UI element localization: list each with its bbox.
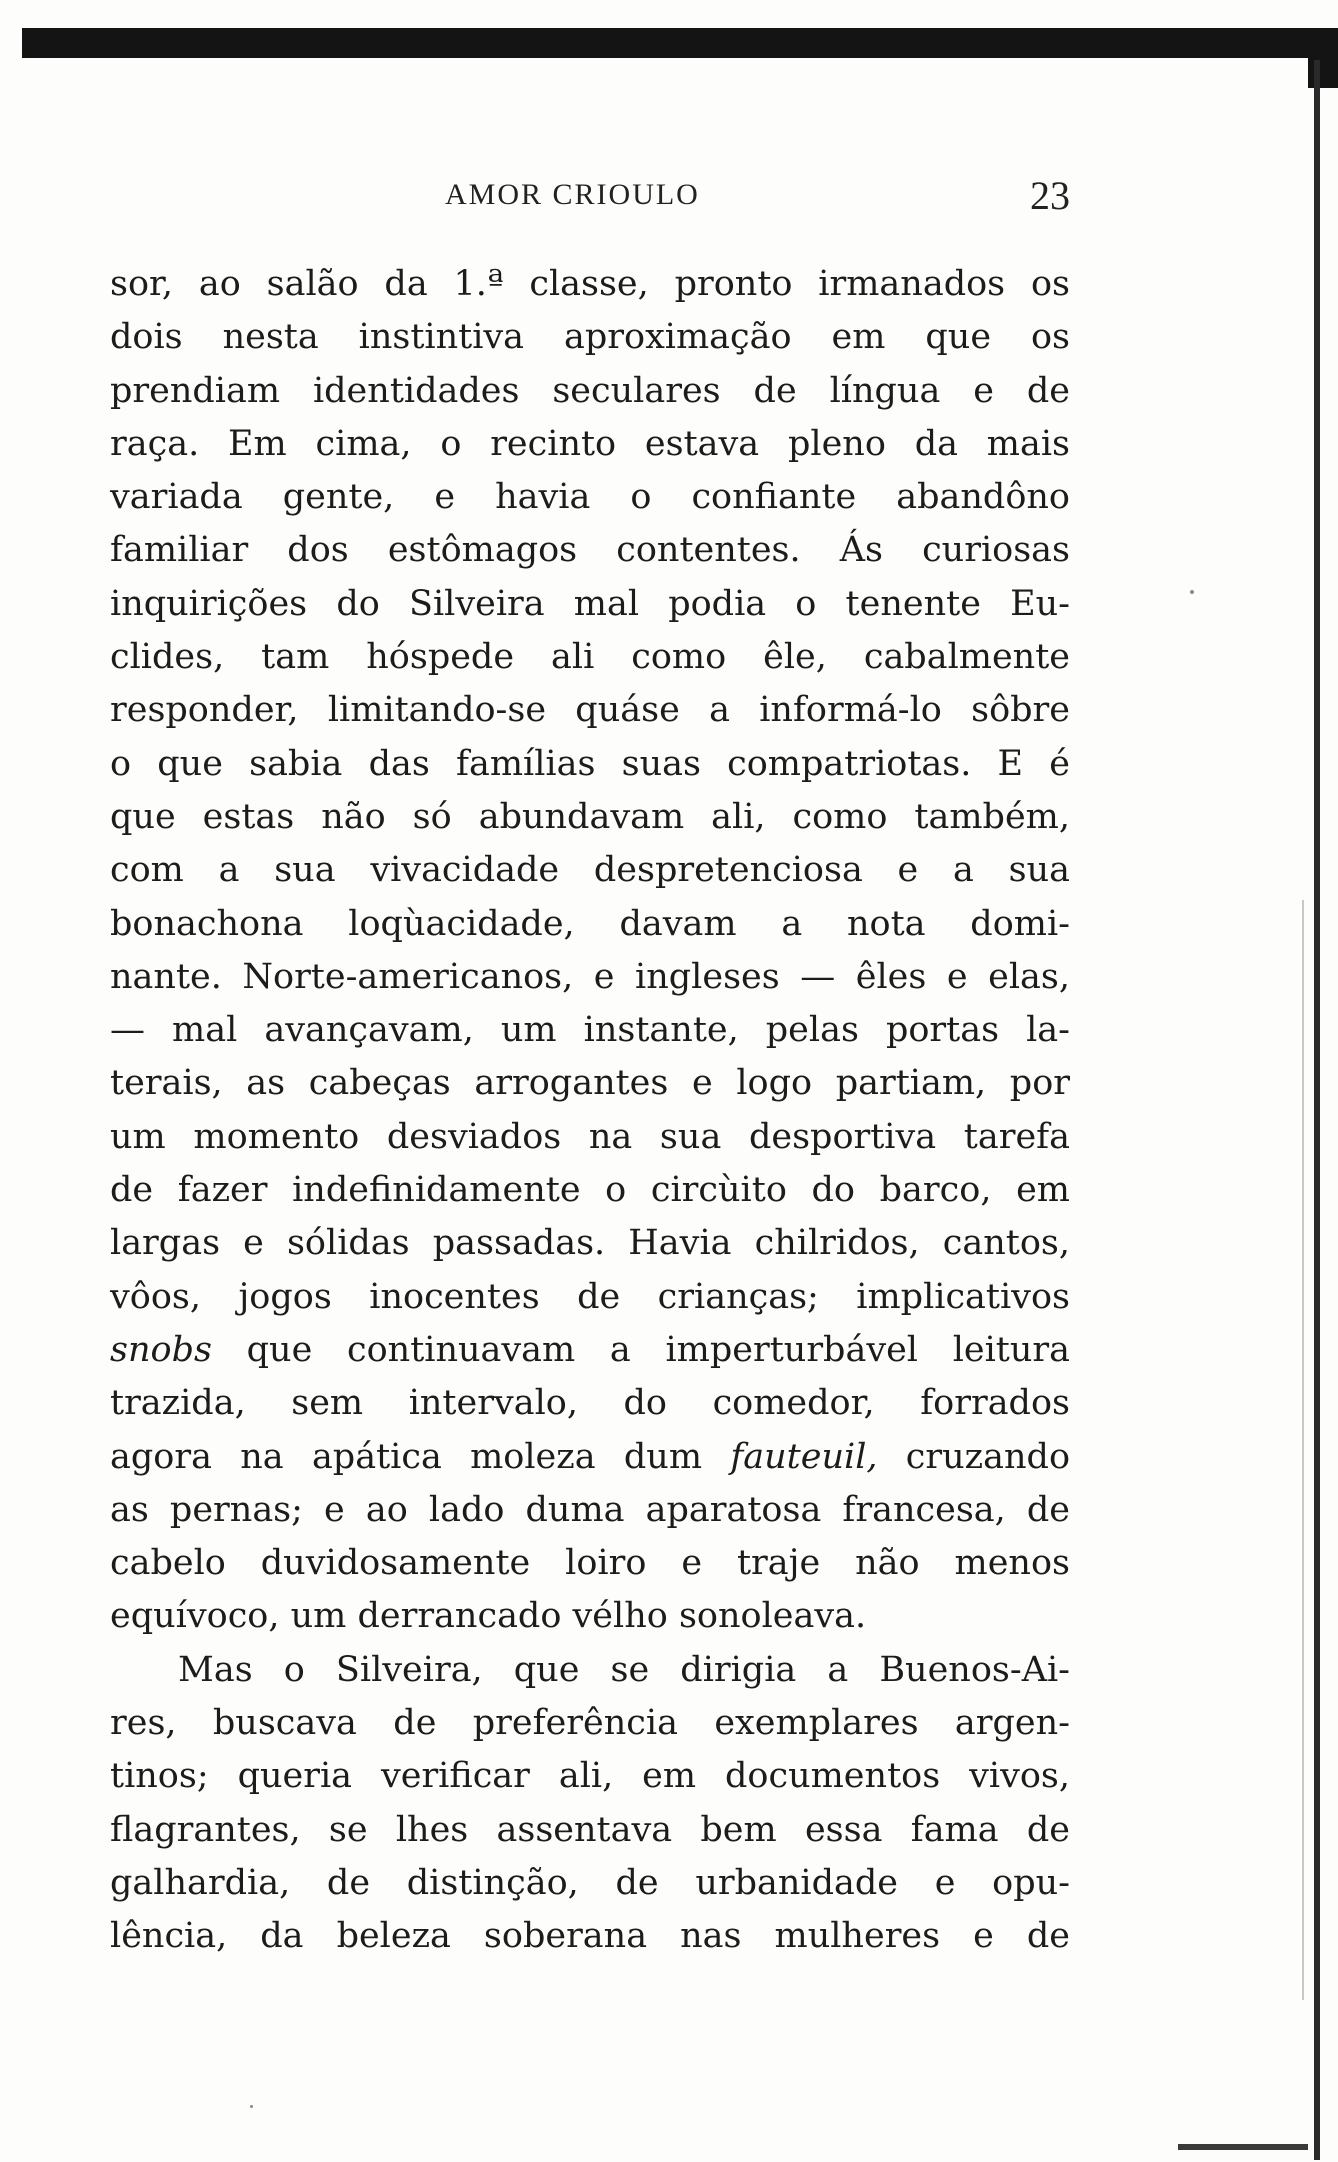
text-segment: as pernas; e ao lado duma aparatosa francesa, de [110,1489,1070,1530]
text-line [110,898,1070,951]
text-segment: de fazer indefinidamente o circùito do barco, em [110,1170,1070,1211]
text-line [110,1590,1070,1643]
text-segment: o que sabia das famílias suas compatriotas. E é [110,743,1070,784]
text-segment: tinos; queria verificar ali, em documentos vivos, [110,1756,1070,1797]
scan-bottom-mark [1178,2144,1308,2150]
text-segment: galhardia, de distinção, de urbanidade e opu- [110,1862,1070,1903]
scan-right-shadow [1302,900,1304,2000]
page-number: 23 [1030,173,1070,218]
text-segment: responder, limitando-se quáse a informá-lo sôbre [110,690,1070,731]
text-line [110,738,1070,791]
text-segment: vôos, jogos inocentes de crianças; implicativos [110,1276,1070,1317]
text-line [110,365,1070,418]
text-line [110,311,1070,364]
text-line [110,1111,1070,1164]
running-title: AMOR CRIOULO [445,178,700,211]
text-segment: nante. Norte-americanos, e ingleses — êles e elas, [110,956,1070,997]
text-line [110,1164,1070,1217]
text-segment: variada gente, e havia o confiante abandôno [110,477,1070,518]
scan-right-edge [1314,60,1320,2160]
text-line [110,1484,1070,1537]
text-segment: lência, da beleza soberana nas mulheres e de [110,1916,1070,1957]
text-line [110,1697,1070,1750]
scan-corner-edge [1308,28,1338,88]
italic-term: snobs [110,1329,212,1370]
text-line [110,951,1070,1004]
text-segment: bonachona loqùacidade, davam a nota domi- [110,903,1070,944]
text-line [110,684,1070,737]
text-segment: raça. Em cima, o recinto estava pleno da mais [110,423,1070,464]
text-line [110,1271,1070,1324]
text-segment: res, buscava de preferência exemplares argen- [110,1703,1070,1744]
text-segment: agora na apática moleza dum [110,1436,731,1477]
body-text [110,258,1070,1964]
text-segment: — mal avançavam, um instante, pelas portas la- [110,1010,1070,1051]
text-line [110,1431,1070,1484]
text-line [110,578,1070,631]
text-line [110,1377,1070,1430]
text-segment: equívoco, um derrancado vélho sonoleava. [110,1596,867,1637]
text-line [110,471,1070,524]
text-line [110,418,1070,471]
text-line [110,1004,1070,1057]
text-line [110,1057,1070,1110]
text-segment: sor, ao salão da 1.ª classe, pronto irmanados os [110,264,1070,304]
text-line [110,524,1070,577]
text-line [110,258,1070,311]
text-line [110,1804,1070,1857]
text-segment: flagrantes, se lhes assentava bem essa fama de [110,1809,1070,1850]
text-line [110,631,1070,684]
text-segment: familiar dos estômagos contentes. Ás curiosas [110,530,1070,571]
text-line [110,1324,1070,1377]
text-line [110,1537,1070,1590]
text-line [110,1217,1070,1270]
text-segment: prendiam identidades seculares de língua e de [110,370,1070,411]
text-segment: terais, as cabeças arrogantes e logo partiam, por [110,1063,1070,1104]
text-segment: cruzando [877,1436,1071,1477]
text-segment: dois nesta instintiva aproximação em que os [110,317,1070,358]
text-line [110,1750,1070,1803]
text-segment: que estas não só abundavam ali, como também, [110,796,1070,837]
text-segment: largas e sólidas passadas. Havia chilridos, cantos, [110,1223,1070,1264]
text-segment: cabelo duvidosamente loiro e traje não menos [110,1543,1070,1584]
text-segment: com a sua vivacidade despretenciosa e a sua [110,850,1070,891]
text-line [110,791,1070,844]
text-segment: um momento desviados na sua desportiva tarefa [110,1116,1070,1157]
text-segment: que continuavam a imperturbável leitura [211,1329,1070,1370]
text-segment: Mas o Silveira, que se dirigia a Buenos-Ai- [178,1649,1070,1690]
text-line [110,1644,1070,1697]
text-segment: trazida, sem intervalo, do comedor, forrados [110,1383,1070,1424]
scan-speck [250,2105,253,2108]
scan-top-edge [22,28,1338,58]
text-line [110,844,1070,897]
text-segment: inquirições do Silveira mal podia o tenente Eu- [110,583,1070,624]
text-segment: clides, tam hóspede ali como êle, cabalmente [110,637,1070,678]
text-line [110,1910,1070,1963]
scan-speck [1190,590,1194,594]
running-head [110,173,1070,228]
italic-term: fauteuil, [730,1436,878,1477]
text-line [110,1857,1070,1910]
